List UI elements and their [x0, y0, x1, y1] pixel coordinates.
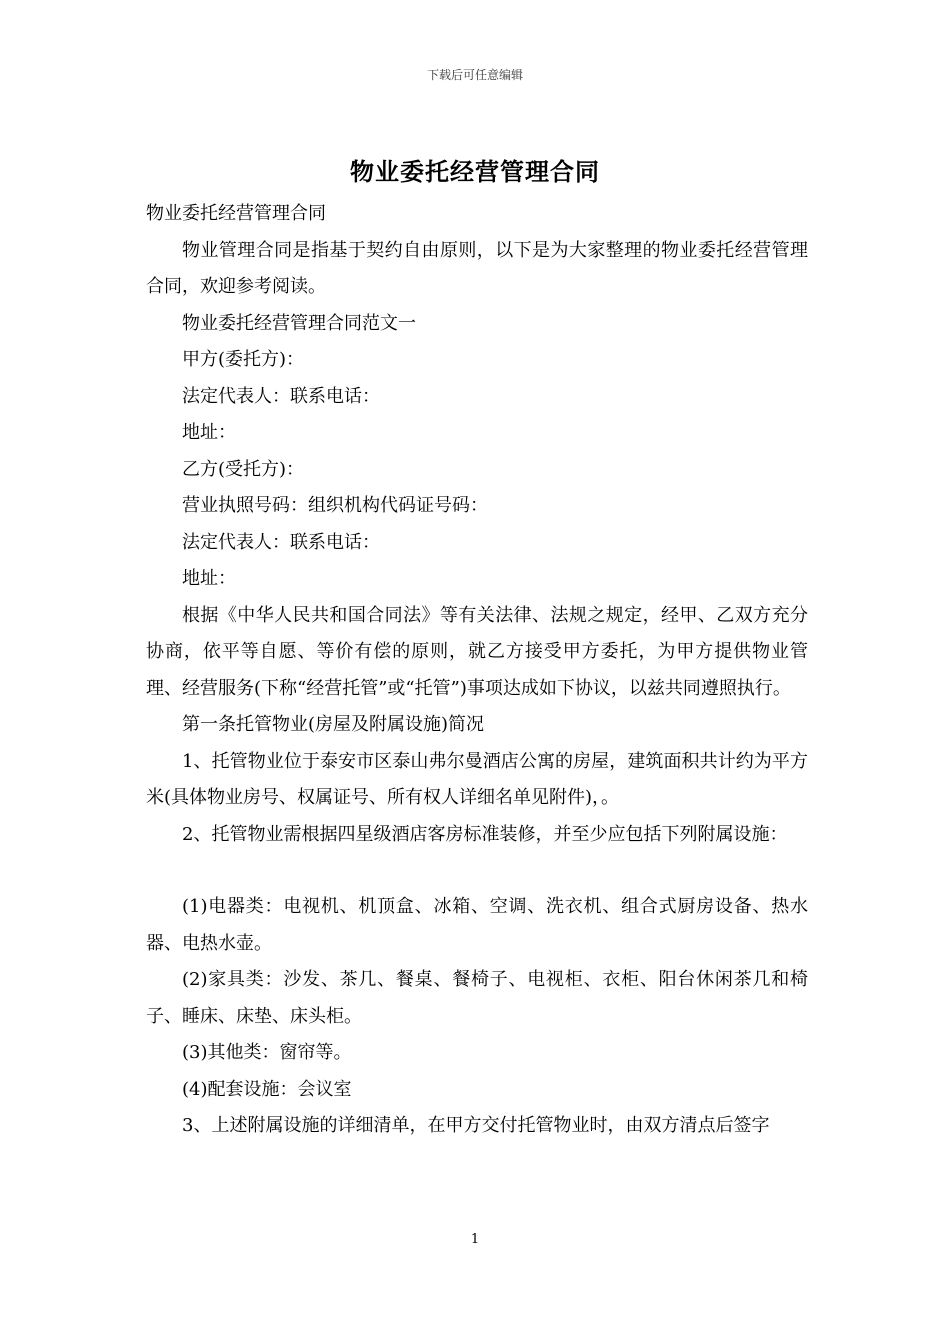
paragraph: 乙方(受托方)： — [182, 458, 305, 480]
paragraph: 法定代表人：联系电话： — [182, 531, 380, 553]
document-title: 物业委托经营管理合同 — [350, 157, 600, 186]
paragraph: 物业管理合同是指基于契约自由原则，以下是为大家整理的物业委托经营管理合同，欢迎参考阅读。 — [146, 239, 808, 297]
paragraph: 第一条托管物业(房屋及附属设施)简况 — [182, 714, 485, 735]
paragraph: (2)家具类：沙发、茶几、餐桌、餐椅子、电视柜、衣柜、阳台休闲茶几和椅子、睡床、床垫、床头柜。 — [146, 969, 808, 1027]
document-body — [146, 196, 808, 1145]
paragraph: 法定代表人：联系电话： — [182, 385, 380, 407]
paragraph: 物业委托经营管理合同范文一 — [182, 312, 416, 334]
paragraph: (3)其他类：窗帘等。 — [182, 1042, 352, 1063]
paragraph: 地址： — [182, 422, 236, 443]
paragraph: 根据《中华人民共和国合同法》等有关法律、法规之规定，经甲、乙双方充分协商，依平等自愿、等价有偿的原则，就乙方接受甲方委托，为甲方提供物业管理、经营服务(下称“经营托管”或“托管”)事项达成如下协议，以兹共同遵照执行。 — [146, 604, 808, 699]
paragraph: 地址： — [182, 568, 236, 589]
paragraph: 1、托管物业位于泰安市区泰山弗尔曼酒店公寓的房屋，建筑面积共计约为平方米(具体物业房号、权属证号、所有权人详细名单见附件)，。 — [146, 750, 808, 808]
paragraph: 2、托管物业需根据四星级酒店客房标准装修，并至少应包括下列附属设施： — [182, 823, 788, 845]
header-note: 下载后可任意编辑 — [426, 68, 523, 82]
paragraph: 营业执照号码：组织机构代码证号码： — [182, 495, 488, 516]
paragraph: 3、上述附属设施的详细清单，在甲方交付托管物业时，由双方清点后签字 — [182, 1115, 770, 1136]
paragraph: 物业委托经营管理合同 — [146, 203, 326, 224]
blank-line — [146, 853, 808, 889]
paragraph: 甲方(委托方)： — [182, 349, 305, 370]
page-number: 1 — [470, 1232, 480, 1247]
paragraph: (1)电器类：电视机、机顶盒、冰箱、空调、洗衣机、组合式厨房设备、热水器、电热水壶。 — [146, 896, 808, 954]
paragraph: (4)配套设施：会议室 — [182, 1078, 352, 1100]
